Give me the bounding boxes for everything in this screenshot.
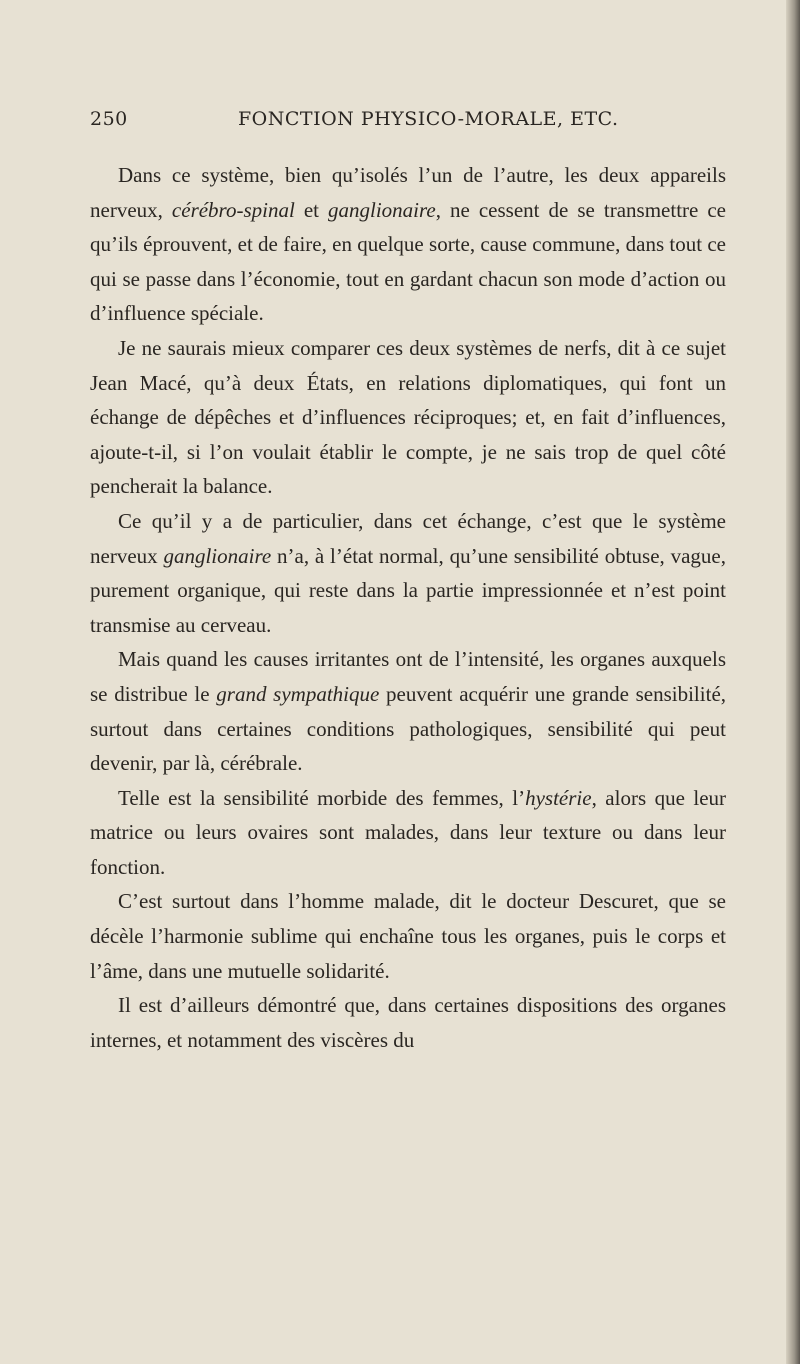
page-number: 250: [90, 108, 128, 130]
paragraph: [90, 884, 726, 988]
paragraph: [90, 642, 726, 780]
text-run: Ce qu’il y a de particulier, dans cet échange, c’est que le système nerveux: [90, 508, 726, 568]
text-run: , ne cessent de se transmettre ce qu’ils éprouvent, et de faire, en quelque sorte, cause commune, dans tout ce qui se passe dans l’économie, tout en gardant chacun son mode d’action ou d’influence spéciale.: [90, 197, 727, 326]
italic-term: grand sympathique: [216, 681, 380, 706]
text-run: et: [294, 197, 329, 222]
page-edge-shadow: [786, 0, 800, 1364]
text-run: Mais quand les causes irritantes ont de l’intensité, les organes auxquels se distribue le: [90, 647, 726, 706]
text-run: Telle est la sensibilité morbide des femmes, l’: [118, 785, 526, 810]
running-header: [90, 108, 720, 136]
text-run: Il est d’ailleurs démontré que, dans certaines dispositions des organes internes, et notamment des viscères du: [90, 993, 726, 1052]
text-run: C’est surtout dans l’homme malade, dit le docteur Descuret, que se décèle l’harmonie sublime qui enchaîne tous les organes, puis le corps et l’âme, dans une mutuelle solidarité.: [90, 889, 726, 983]
running-title: FONCTION PHYSICO-MORALE, ETC.: [238, 108, 619, 130]
text-run: , alors que leur matrice ou leurs ovaires sont malades, dans leur texture ou dans leur fonction.: [90, 785, 727, 879]
italic-term: cérébro-spinal: [171, 197, 295, 222]
text-run: peuvent acquérir une grande sensibilité, surtout dans certaines conditions pathologiques, sensibilité qui peut devenir, par là, cérébrale.: [90, 681, 727, 776]
italic-term: ganglionaire: [328, 197, 436, 222]
paragraph: [90, 781, 726, 885]
italic-term: ganglionaire: [163, 543, 272, 568]
paragraph: [90, 504, 726, 642]
text-run: Dans ce système, bien qu’isolés l’un de l’autre, les deux appareils nerveux,: [90, 163, 726, 222]
paragraph: [90, 158, 726, 331]
paragraph: [90, 331, 726, 504]
body-text: [90, 158, 726, 1057]
text-run: n’a, à l’état normal, qu’une sensibilité obtuse, vague, purement organique, qui reste dans la partie impressionnée et n’est point transmise au cerveau.: [90, 543, 726, 637]
text-run: Je ne saurais mieux comparer ces deux systèmes de nerfs, dit à ce sujet Jean Macé, qu’à deux États, en relations diplomatiques, qui font un échange de dépêches et d’influences réciproques; et, en fait d’influences, ajoute-t-il, si l’on voulait établir le compte, je ne sais trop de quel côté pencherait la balance.: [90, 335, 726, 499]
italic-term: hystérie: [525, 785, 592, 810]
paragraph: [90, 988, 726, 1057]
